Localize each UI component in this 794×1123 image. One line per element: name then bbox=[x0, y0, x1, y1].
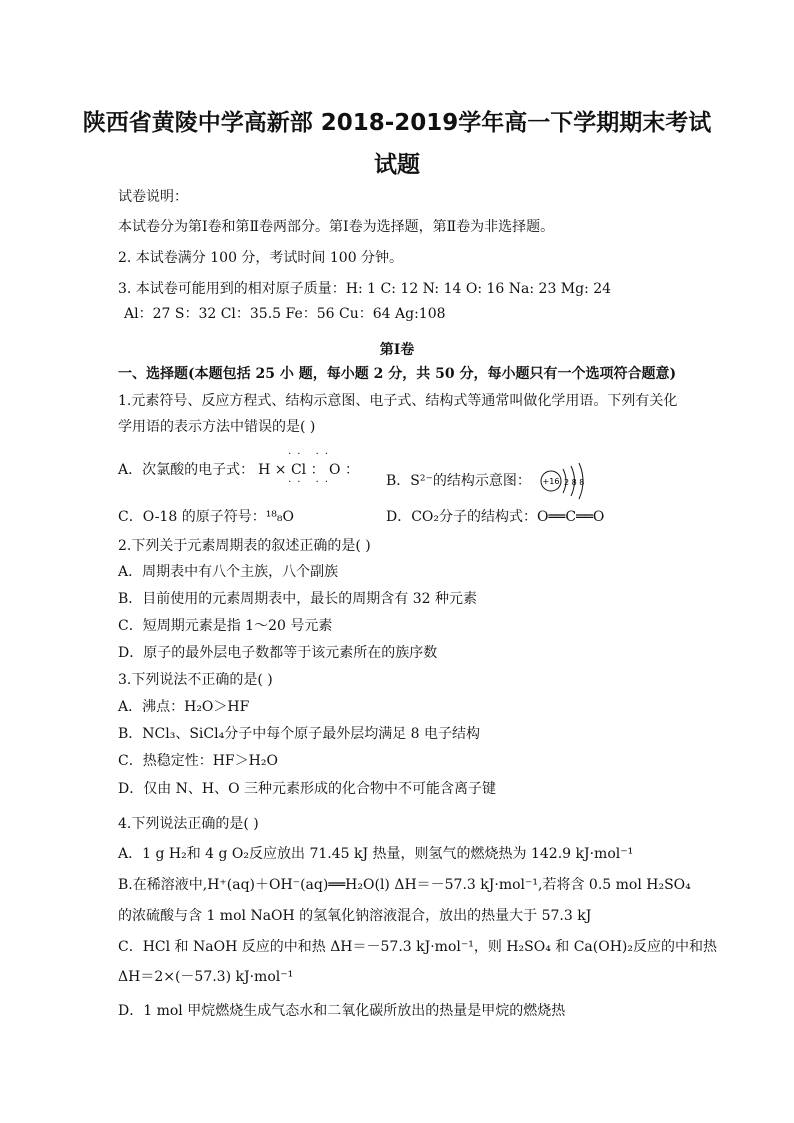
q1-option-b bbox=[386, 461, 591, 501]
electron-dots-top: ·· ·· bbox=[288, 449, 335, 460]
q3-option: B．NCl₃、SiCl₄分子中每个原子最外层均满足 8 电子结构 bbox=[118, 726, 481, 742]
q4-line: ΔH＝2×(－57.3) kJ·mol⁻¹ bbox=[118, 969, 294, 985]
q4-line: A．1 g H₂和 4 g O₂反应放出 71.45 kJ 热量，则氢气的燃烧热为 142.9 kJ·mol⁻¹ bbox=[118, 846, 634, 862]
q2-option: B．目前使用的元素周期表中，最长的周期含有 32 种元素 bbox=[118, 591, 478, 607]
hclo-electron-formula bbox=[258, 449, 359, 488]
q3-option: D．仅由 N、H、O 三种元素形成的化合物中不可能含离子键 bbox=[118, 781, 497, 797]
q4-line: B.在稀溶液中,H⁺(aq)＋OH⁻(aq)══H₂O(l) ΔH＝－57.3 kJ·mol⁻¹,若将含 0.5 mol H₂SO₄ bbox=[118, 877, 691, 893]
q2-option: C．短周期元素是指 1～20 号元素 bbox=[118, 618, 333, 634]
instruction-item: 2. 本试卷满分 100 分，考试时间 100 分钟。 bbox=[118, 250, 404, 266]
sulfide-ion-structure-diagram bbox=[539, 461, 591, 501]
q3-option: C．热稳定性：HF＞H₂O bbox=[118, 753, 278, 769]
instruction-item: Al：27 S：32 Cl：35.5 Fe：56 Cu：64 Ag:108 bbox=[124, 306, 446, 322]
q1-option-b-label: B．S²⁻的结构示意图： bbox=[386, 473, 531, 489]
q4-stem: 4.下列说法正确的是( ) bbox=[118, 816, 259, 832]
instruction-item: 本试卷分为第Ⅰ卷和第Ⅱ卷两部分。第Ⅰ卷为选择题，第Ⅱ卷为非选择题。 bbox=[118, 219, 555, 235]
exam-title-line2: 试题 bbox=[374, 152, 420, 178]
q4-line: C．HCl 和 NaOH 反应的中和热 ΔH＝－57.3 kJ·mol⁻¹，则 H₂SO₄ 和 Ca(OH)₂反应的中和热 bbox=[118, 939, 717, 955]
q1-stem-line1: 1.元素符号、反应方程式、结构示意图、电子式、结构式等通常叫做化学用语。下列有关化 bbox=[118, 393, 678, 409]
instructions-heading: 试卷说明： bbox=[118, 189, 188, 205]
hclo-formula-text: H × Cl ： O ： bbox=[258, 462, 359, 478]
section-title: 第Ⅰ卷 bbox=[379, 342, 415, 358]
q1-option-c: C．O-18 的原子符号：¹⁸₈O bbox=[118, 509, 295, 525]
q1-option-a-label: A．次氯酸的电子式： bbox=[118, 462, 255, 478]
q1-option-a bbox=[118, 449, 359, 488]
q3-stem: 3.下列说法不正确的是( ) bbox=[118, 672, 273, 688]
q4-line: D．1 mol 甲烷燃烧生成气态水和二氧化碳所放出的热量是甲烷的燃烧热 bbox=[118, 1003, 566, 1019]
q1-stem-line2: 学用语的表示方法中错误的是( ) bbox=[118, 419, 316, 435]
q2-stem: 2.下列关于元素周期表的叙述正确的是( ) bbox=[118, 538, 371, 554]
q3-option: A．沸点：H₂O＞HF bbox=[118, 699, 250, 715]
electron-dots-bottom: ·· ·· bbox=[288, 477, 335, 488]
svg-text:+16: +16 bbox=[542, 477, 560, 486]
exam-title-line1: 陕西省黄陵中学高新部 2018-2019学年高一下学期期末考试 bbox=[82, 110, 712, 136]
svg-text:2 8 8: 2 8 8 bbox=[564, 478, 585, 487]
q1-option-d: D．CO₂分子的结构式：O══C══O bbox=[386, 509, 605, 525]
q2-option: A．周期表中有八个主族，八个副族 bbox=[118, 564, 339, 580]
q2-option: D．原子的最外层电子数都等于该元素所在的族序数 bbox=[118, 645, 438, 661]
instruction-item: 3. 本试卷可能用到的相对原子质量：H: 1 C: 12 N: 14 O: 16 Na: 23 Mg: 24 bbox=[118, 281, 612, 297]
q4-line: 的浓硫酸与含 1 mol NaOH 的氢氧化钠溶液混合，放出的热量大于 57.3 kJ bbox=[118, 908, 592, 924]
part-heading: 一、选择题(本题包括 25 小 题，每小题 2 分，共 50 分，每小题只有一个选项符合题意) bbox=[118, 366, 677, 382]
